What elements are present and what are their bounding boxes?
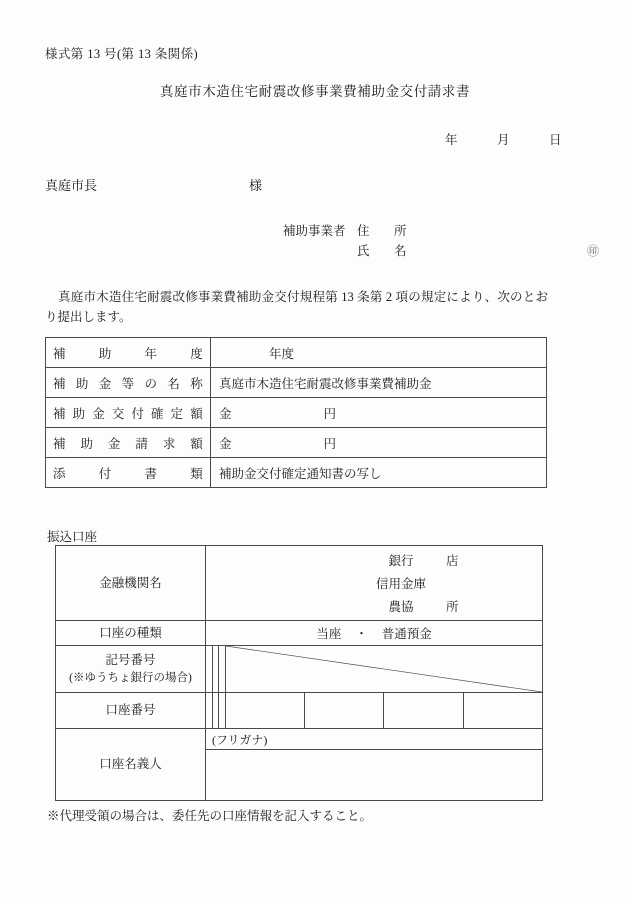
account-type-separator: ・ (355, 627, 368, 641)
row-label-account-type: 口座の種類 (56, 621, 206, 646)
applicant-name-label: 氏 名 (357, 244, 413, 258)
table-row (46, 368, 547, 398)
account-digit-cell[interactable] (305, 693, 384, 729)
kigou-digit-cell[interactable] (219, 646, 226, 693)
row-label-account-holder: 口座名義人 (56, 729, 206, 801)
label-chars: 補 助 年 度 (53, 346, 203, 361)
kigou-label-line2: (※ゆうちょ銀行の場合) (69, 671, 192, 684)
institution-option-nokyo (276, 597, 526, 615)
institution-suffix: 所 (446, 600, 459, 614)
addressee (45, 175, 262, 194)
row-value-confirmed-amount[interactable] (211, 398, 547, 428)
document-title: 真庭市木造住宅耐震改修事業費補助金交付請求書 (159, 84, 471, 99)
account-digit-cell[interactable] (206, 693, 213, 729)
row-label-attachments (46, 458, 211, 488)
applicant-name-row (283, 241, 599, 261)
label-chars: 添 付 書 類 (53, 466, 203, 481)
account-type-option-current[interactable]: 当座 (316, 627, 342, 641)
label-chars: 補 助 金 交 付 確 定 額 (53, 406, 203, 421)
row-label-account-number: 口座番号 (56, 693, 206, 729)
table-row (56, 729, 543, 750)
currency-prefix: 金 (219, 436, 232, 451)
institution-option-shinkin (276, 574, 526, 592)
table-row (56, 546, 543, 621)
row-value-subsidy-name: 真庭市木造住宅耐震改修事業費補助金 (211, 368, 547, 398)
institution-suffix: 店 (446, 554, 459, 568)
table-row (56, 621, 543, 646)
date-day-label: 日 (549, 133, 562, 147)
bank-account-table (55, 545, 543, 801)
date-year-label: 年 (445, 133, 458, 147)
table-row (46, 398, 547, 428)
row-value-subsidy-year[interactable]: 年度 (211, 338, 547, 368)
account-holder-name-field[interactable] (206, 750, 543, 801)
label-chars: 補 助 金 等 の 名 称 (53, 376, 203, 391)
footnote: ※代理受領の場合は、委任先の口座情報を記入すること。 (47, 809, 373, 823)
furigana-field[interactable]: (フリガナ) (206, 729, 543, 750)
account-digit-cell[interactable] (463, 693, 542, 729)
form-number: 様式第 13 号(第 13 条関係) (45, 47, 199, 61)
currency-prefix: 金 (219, 406, 232, 421)
table-row (46, 458, 547, 488)
account-digit-cell[interactable] (219, 693, 226, 729)
applicant-block (283, 221, 599, 261)
date-line (0, 130, 567, 148)
table-row (56, 693, 543, 729)
table-row (56, 646, 543, 693)
row-value-claim-amount[interactable] (211, 428, 547, 458)
row-label-kigou-bangou (56, 646, 206, 693)
institution-name: 農協 (388, 600, 414, 614)
seal-icon: ㊞ (586, 244, 599, 258)
account-digit-cell[interactable] (226, 693, 305, 729)
table-row (46, 338, 547, 368)
institution-name: 銀行 (388, 554, 414, 568)
currency-suffix: 円 (323, 406, 337, 421)
row-label-subsidy-name (46, 368, 211, 398)
row-label-confirmed-amount (46, 398, 211, 428)
kigou-unused-strikethrough-cell (226, 646, 543, 693)
kigou-digit-cell[interactable] (206, 646, 213, 693)
addressee-honorific: 様 (249, 178, 263, 193)
applicant-address-row (283, 221, 599, 241)
row-value-institution[interactable] (206, 546, 543, 621)
date-month-label: 月 (497, 133, 510, 147)
kigou-digit-cell[interactable] (212, 646, 219, 693)
currency-suffix: 円 (323, 436, 337, 451)
label-chars: 補 助 金 請 求 額 (53, 436, 203, 451)
bank-section-caption: 振込口座 (47, 530, 98, 544)
applicant-role-label: 補助事業者 (283, 224, 346, 238)
applicant-address-label: 住 所 (357, 224, 413, 238)
main-items-table (45, 337, 547, 488)
row-value-account-type[interactable] (206, 621, 543, 646)
addressee-name: 真庭市長 (45, 178, 98, 193)
institution-name: 信用金庫 (375, 577, 426, 591)
account-digit-cell[interactable] (212, 693, 219, 729)
account-type-option-ordinary[interactable]: 普通預金 (381, 627, 432, 641)
row-value-attachments: 補助金交付確定通知書の写し (211, 458, 547, 488)
table-row (46, 428, 547, 458)
body-paragraph: 真庭市木造住宅耐震改修事業費補助金交付規程第 13 条第 2 項の規定により、次のとおり提出します。 (45, 290, 548, 324)
kigou-label-line1: 記号番号 (105, 652, 156, 667)
row-label-subsidy-year (46, 338, 211, 368)
account-digit-cell[interactable] (384, 693, 463, 729)
row-label-institution: 金融機関名 (56, 546, 206, 621)
row-label-claim-amount (46, 428, 211, 458)
institution-option-bank (276, 551, 526, 569)
